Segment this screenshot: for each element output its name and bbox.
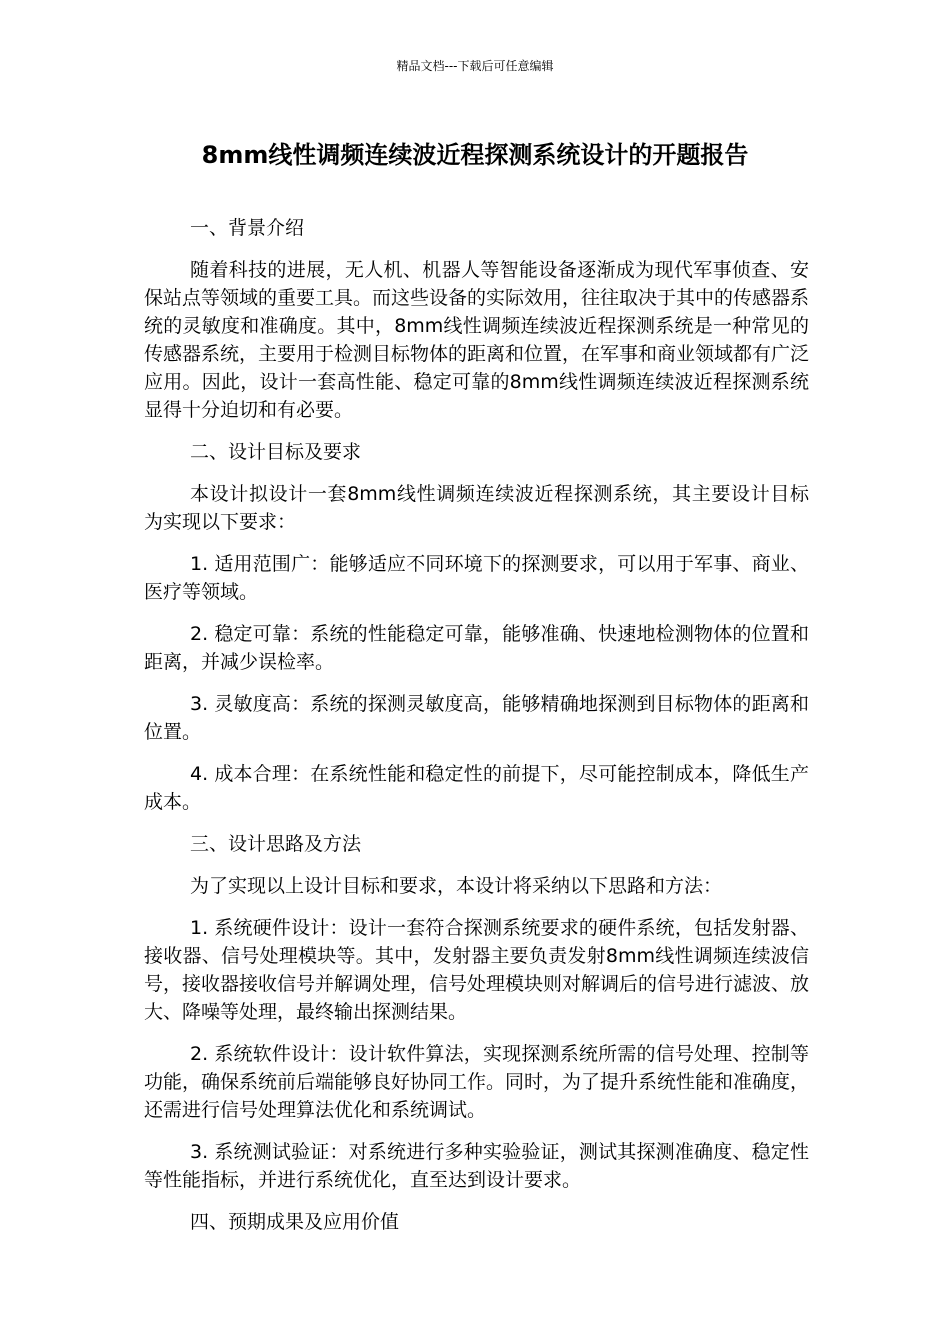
paragraph-goals-intro: 本设计拟设计一套8mm线性调频连续波近程探测系统，其主要设计目标为实现以下要求： xyxy=(144,483,809,533)
list-item-goal-2: 2. 稳定可靠：系统的性能稳定可靠，能够准确、快速地检测物体的位置和距离，并减少误检率。 xyxy=(144,623,809,673)
section-heading-background: 一、背景介绍 xyxy=(190,217,305,239)
document-body xyxy=(144,214,809,1250)
document-title: 8mm线性调频连续波近程探测系统设计的开题报告 xyxy=(201,141,749,169)
section-heading-outcomes: 四、预期成果及应用价值 xyxy=(190,1211,400,1233)
section-heading-methods: 三、设计思路及方法 xyxy=(190,833,362,855)
list-item-goal-3: 3. 灵敏度高：系统的探测灵敏度高，能够精确地探测到目标物体的距离和位置。 xyxy=(144,693,809,743)
list-item-goal-1: 1. 适用范围广：能够适应不同环境下的探测要求，可以用于军事、商业、医疗等领域。 xyxy=(144,553,809,603)
list-item-method-3: 3. 系统测试验证：对系统进行多种实验验证，测试其探测准确度、稳定性等性能指标，并进行系统优化，直至达到设计要求。 xyxy=(144,1141,809,1191)
paragraph-methods-intro: 为了实现以上设计目标和要求，本设计将采纳以下思路和方法： xyxy=(190,875,723,897)
section-heading-goals: 二、设计目标及要求 xyxy=(190,441,362,463)
list-item-method-1: 1. 系统硬件设计：设计一套符合探测系统要求的硬件系统，包括发射器、接收器、信号处理模块等。其中，发射器主要负责发射8mm线性调频连续波信号，接收器接收信号并解调处理，信号处理模块则对解调后的信号进行滤波、放大、降噪等处理，最终输出探测结果。 xyxy=(144,917,810,1023)
header-note: 精品文档---下载后可任意编辑 xyxy=(396,59,554,73)
list-item-goal-4: 4. 成本合理：在系统性能和稳定性的前提下，尽可能控制成本，降低生产成本。 xyxy=(144,763,809,813)
list-item-method-2: 2. 系统软件设计：设计软件算法，实现探测系统所需的信号处理、控制等功能，确保系统前后端能够良好协同工作。同时，为了提升系统性能和准确度，还需进行信号处理算法优化和系统调试。 xyxy=(144,1043,810,1121)
paragraph-background: 随着科技的进展，无人机、机器人等智能设备逐渐成为现代军事侦查、安保站点等领域的重要工具。而这些设备的实际效用，往往取决于其中的传感器系统的灵敏度和准确度。其中，8mm线性调频连续波近程探测系统是一种常见的传感器系统，主要用于检测目标物体的距离和位置，在军事和商业领域都有广泛应用。因此，设计一套高性能、稳定可靠的8mm线性调频连续波近程探测系统显得十分迫切和有必要。 xyxy=(144,259,810,421)
